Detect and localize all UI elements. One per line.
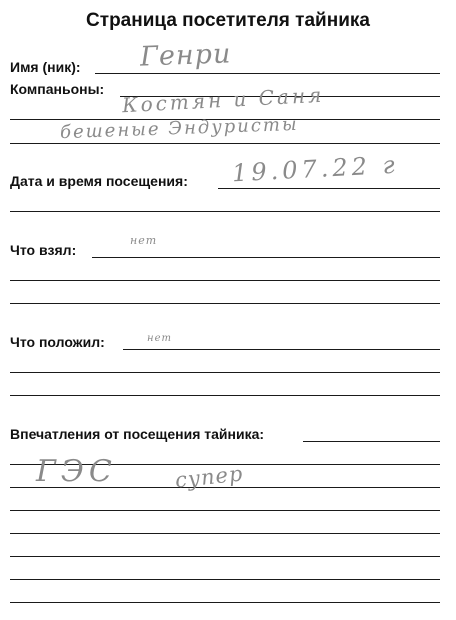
put-line-3 <box>10 395 440 396</box>
datetime-line-2 <box>10 211 440 212</box>
companions-label: Компаньоны: <box>10 81 105 97</box>
impressions-line-5 <box>10 533 440 534</box>
companions-line-3 <box>10 143 440 144</box>
name-line <box>95 73 440 74</box>
impressions-line-6 <box>10 556 440 557</box>
took-line <box>92 257 440 258</box>
datetime-label: Дата и время посещения: <box>10 173 188 189</box>
put-label: Что положил: <box>10 334 105 350</box>
put-handwriting: нет <box>147 333 172 344</box>
impressions-handwriting-1: ГЭС <box>36 454 117 489</box>
put-line <box>123 349 440 350</box>
datetime-handwriting: 19.07.22 г <box>231 150 400 188</box>
datetime-line <box>218 188 440 189</box>
impressions-line-4 <box>10 510 440 511</box>
took-line-2 <box>10 280 440 281</box>
took-line-3 <box>10 303 440 304</box>
impressions-label: Впечатления от посещения тайника: <box>10 426 265 442</box>
name-handwriting: Генри <box>139 38 232 73</box>
put-line-2 <box>10 372 440 373</box>
impressions-line-8 <box>10 602 440 603</box>
companions-handwriting-1: Костян и Саня <box>121 82 325 118</box>
companions-handwriting-2: бешеные Эндуристы <box>59 113 299 144</box>
took-label: Что взял: <box>10 242 77 258</box>
page-title: Страница посетителя тайника <box>86 10 370 31</box>
impressions-line-7 <box>10 579 440 580</box>
took-handwriting: нет <box>130 234 158 247</box>
name-label: Имя (ник): <box>10 59 81 75</box>
impressions-line <box>303 441 440 442</box>
impressions-handwriting-2: супер <box>173 461 245 493</box>
